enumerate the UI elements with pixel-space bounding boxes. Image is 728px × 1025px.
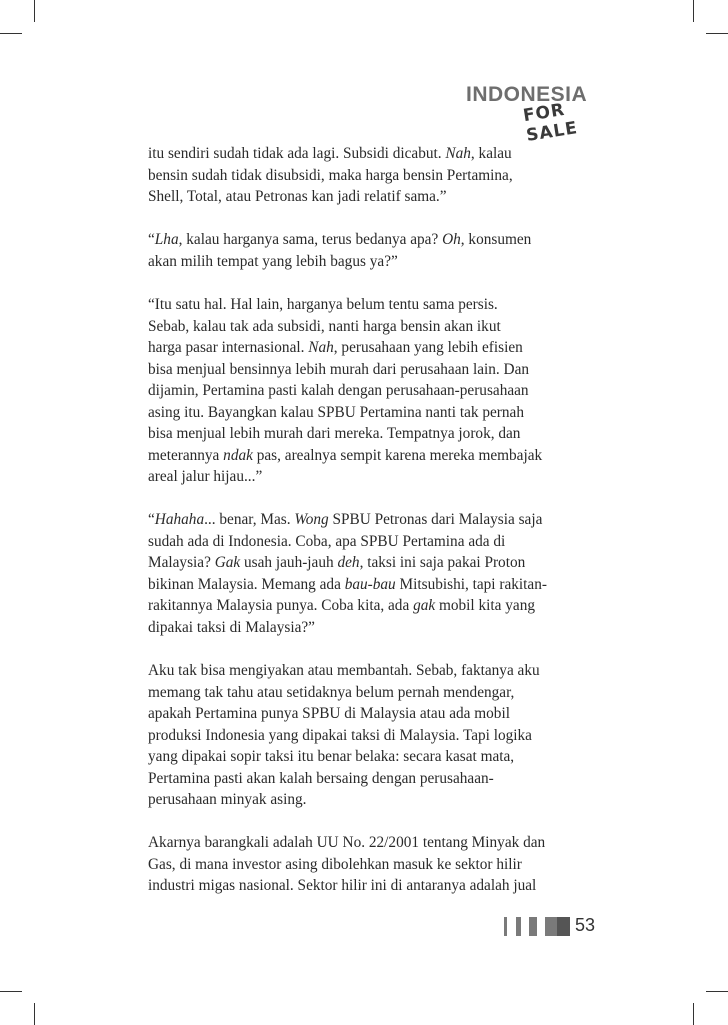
text-line: Sebab, kalau tak ada subsidi, nanti harga bensin akan ikut (148, 317, 501, 335)
text-line: Shell, Total, atau Petronas kan jadi relatif sama.” (148, 188, 447, 205)
crop-mark-bottom-right-v (693, 1003, 694, 1025)
crop-mark-bottom-right-h (706, 991, 728, 992)
text-line: bikinan Malaysia. Memang ada bau-bau Mitsubishi, tapi rakitan- (148, 575, 547, 593)
header-title-top: INDONESIA (466, 83, 588, 106)
text-line: dipakai taksi di Malaysia?” (148, 618, 315, 636)
paragraph (148, 509, 608, 638)
text-line: industri migas nasional. Sektor hilir ini di antaranya adalah jual (148, 877, 537, 895)
crop-mark-top-right-h (706, 33, 728, 34)
text-line: areal jalur hijau...” (148, 468, 263, 486)
crop-mark-top-left-v (34, 0, 35, 22)
page-marker-bar (504, 917, 507, 936)
text-line: bisa menjual lebih murah dari mereka. Tempatnya jorok, dan (148, 425, 521, 443)
paragraph (148, 143, 608, 208)
crop-mark-bottom-left-h (0, 991, 22, 992)
text-line: bisa menjual bensinnya lebih murah dari perusahaan lain. Dan (148, 360, 530, 378)
text-line: asing itu. Bayangkan kalau SPBU Pertamina nanti tak pernah (148, 403, 524, 421)
text-line: Akarnya barangkali adalah UU No. 22/2001 tentang Minyak dan (148, 834, 546, 852)
text-line: apakah Pertamina punya SPBU di Malaysia atau ada mobil (148, 705, 510, 723)
page-number: 53 (575, 915, 596, 935)
text-line: sudah ada di Indonesia. Coba, apa SPBU Pertamina ada di (148, 532, 506, 550)
text-line: perusahaan minyak asing. (148, 791, 307, 809)
running-header-logo (462, 80, 612, 146)
paragraph (148, 294, 608, 488)
text-line: Aku tak bisa mengiyakan atau membantah. Sebab, faktanya aku (148, 662, 540, 680)
paragraph (148, 832, 608, 897)
crop-mark-top-right-v (693, 0, 694, 22)
text-line: “Itu satu hal. Hal lain, harganya belum tentu sama persis. (148, 296, 498, 314)
text-line: akan milih tempat yang lebih bagus ya?” (148, 252, 398, 270)
text-line: yang dipakai sopir taksi itu benar belaka: secara kasat mata, (148, 748, 515, 766)
header-title-bottom: FOR SALE (521, 99, 580, 146)
text-line: Gas, di mana investor asing dibolehkan masuk ke sektor hilir (148, 855, 522, 873)
text-line: produksi Indonesia yang dipakai taksi di Malaysia. Tapi logika (148, 726, 532, 744)
text-line: “Hahaha... benar, Mas. Wong SPBU Petronas dari Malaysia saja (148, 511, 543, 529)
crop-mark-bottom-left-v (34, 1003, 35, 1025)
page-marker-bar (557, 917, 570, 936)
text-line: meterannya ndak pas, arealnya sempit karena mereka membajak (148, 446, 543, 464)
crop-mark-top-left-h (0, 33, 22, 34)
body-text (148, 143, 608, 919)
text-line: memang tak tahu atau setidaknya belum pernah mendengar, (148, 683, 515, 701)
page-marker-bar (529, 917, 537, 936)
text-line: harga pasar internasional. Nah, perusahaan yang lebih efisien (148, 339, 523, 357)
text-line: Pertamina pasti akan kalah bersaing dengan perusahaan- (148, 769, 494, 787)
page-marker-bar (516, 917, 521, 936)
paragraph (148, 229, 608, 272)
paragraph (148, 660, 608, 811)
page-marker-bar (545, 917, 557, 936)
text-line: “Lha, kalau harganya sama, terus bedanya apa? Oh, konsumen (148, 231, 532, 249)
text-line: itu sendiri sudah tidak ada lagi. Subsidi dicabut. Nah, kalau (148, 145, 512, 162)
text-line: rakitannya Malaysia punya. Coba kita, ada gak mobil kita yang (148, 597, 535, 615)
text-line: bensin sudah tidak disubsidi, maka harga bensin Pertamina, (148, 166, 513, 184)
text-line: dijamin, Pertamina pasti kalah dengan perusahaan-perusahaan (148, 382, 529, 400)
text-line: Malaysia? Gak usah jauh-jauh deh, taksi ini saja pakai Proton (148, 554, 526, 572)
